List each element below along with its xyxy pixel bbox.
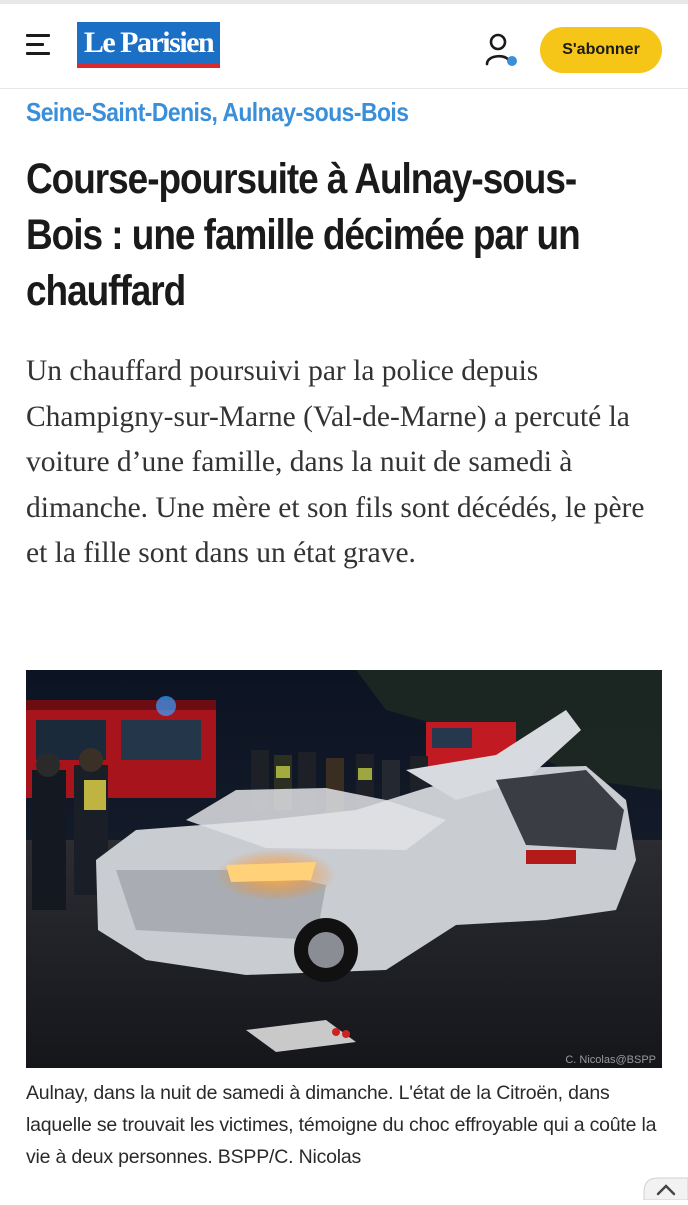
scroll-up-chevron-icon[interactable] [640, 1172, 688, 1200]
site-header [0, 4, 688, 89]
article-headline: Course-poursuite à Aulnay-sous-Bois : une famille décimée par un chauffard [26, 155, 580, 315]
crash-scene-illustration [26, 670, 662, 1068]
photo-caption: Aulnay, dans la nuit de samedi à dimanche. L'état de la Citroën, dans laquelle se trouvait les victimes, témoigne du choc effroyable qui a coûte la vie à deux personnes. BSPP/C. Nicolas [26, 1082, 657, 1168]
user-icon[interactable] [484, 32, 518, 68]
article-photo[interactable] [26, 670, 662, 1068]
photo-credit: C. Nicolas@BSPP [565, 1054, 656, 1066]
subscribe-button[interactable]: S'abonner [540, 27, 662, 73]
article-lead: Un chauffard poursuivi par la police depuis Champigny-sur-Marne (Val-de-Marne) a percuté la voiture d’une famille, dans la nuit de samedi à dimanche. Une mère et son fils sont décédés, le père et la fille sont dans un état grave. [26, 355, 645, 569]
site-logo[interactable]: Le Parisien [77, 22, 220, 68]
article-rubric-link[interactable]: Seine-Saint-Denis, Aulnay-sous-Bois [26, 97, 409, 127]
hamburger-menu-icon[interactable] [26, 34, 52, 56]
